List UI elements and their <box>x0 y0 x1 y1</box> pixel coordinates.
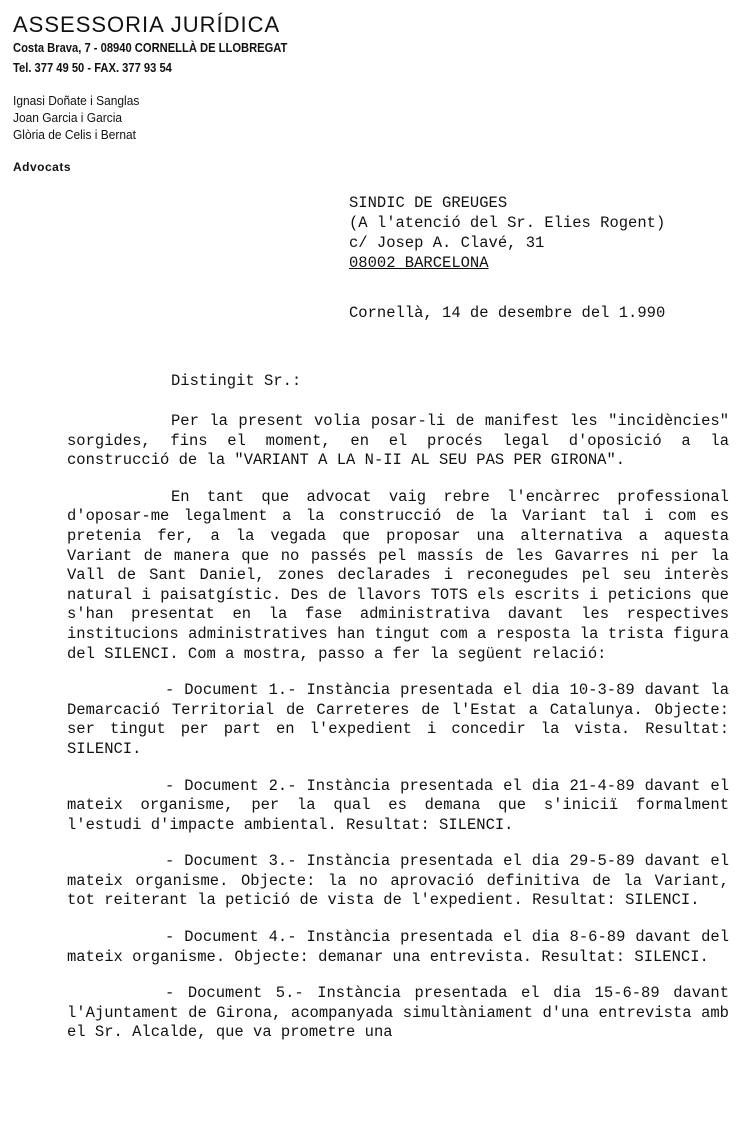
letterhead <box>13 12 332 143</box>
recipient-city: 08002 BARCELONA <box>349 254 489 272</box>
document-entry: - Document 5.- Instància presentada el dia 15-6-89 davant l'Ajuntament de Girona, acompanyada simultàniament d'una entrevista amb el Sr. Alcalde, que va prometre una <box>67 984 729 1042</box>
document-entry: - Document 2.- Instància presentada el dia 21-4-89 davant el mateix organisme, per la qual es demana que s'iniciï formalment l'estudi d'impacte ambiental. Resultat: SILENCI. <box>67 776 729 834</box>
lawyer-name: Ignasi Doñate i Sanglas <box>13 93 140 108</box>
firm-role: Advocats <box>13 160 72 174</box>
lawyer-list <box>13 92 332 143</box>
recipient-address <box>349 193 665 273</box>
firm-address: Costa Brava, 7 - 08940 CORNELLÀ DE LLOBREGAT <box>13 40 288 55</box>
firm-name: ASSESSORIA JURÍDICA <box>13 12 281 37</box>
recipient-line: SINDIC DE GREUGES <box>349 194 508 212</box>
recipient-line: c/ Josep A. Clavé, 31 <box>349 234 545 252</box>
salutation: Distingit Sr.: <box>171 372 302 390</box>
letter-body <box>67 412 729 1060</box>
lawyer-name: Joan Garcia i Garcia <box>13 110 123 125</box>
body-paragraph: En tant que advocat vaig rebre l'encàrrec professional d'oposar-me legalment a la construcció de la Variant tal i com es pretenia fer, a la vegada que proposar una alternativa a aquesta Variant de manera que no passés pel massís de les Gavarres ni per la Vall de Sant Daniel, zones declarades i reconegudes pel seu interès natural i paisatgístic. Des de llavors TOTS els escrits i peticions que s'han presentat en la fase administrativa davant les respectives institucions administratives han tingut com a resposta la trista figura del SILENCI. Com a mostra, passo a fer la següent relació: <box>67 487 729 663</box>
document-entry: - Document 3.- Instància presentada el dia 29-5-89 davant el mateix organisme. Objecte: la no aprovació definitiva de la Variant, tot reiterant la petició de vista de l'expedient. Resultat: SILENCI. <box>67 852 729 910</box>
lawyer-name: Glòria de Celis i Bernat <box>13 127 136 142</box>
document-entry: - Document 1.- Instància presentada el dia 10-3-89 davant la Demarcació Territorial de Carreteres de l'Estat a Catalunya. Objecte: ser tingut per part en l'expedient i concedir la vista. Resultat: SILENCI. <box>67 681 729 758</box>
recipient-line: (A l'atenció del Sr. Elies Rogent) <box>349 214 666 232</box>
letter-date: Cornellà, 14 de desembre del 1.990 <box>349 304 666 322</box>
document-entry: - Document 4.- Instància presentada el dia 8-6-89 davant del mateix organisme. Objecte: demanar una entrevista. Resultat: SILENCI. <box>67 928 729 966</box>
firm-phone: Tel. 377 49 50 - FAX. 377 93 54 <box>13 60 172 75</box>
body-paragraph: Per la present volia posar-li de manifest les "incidències" sorgides, fins el moment, en el procés legal d'oposició a la construcció de la "VARIANT A LA N-II AL SEU PAS PER GIRONA". <box>67 412 729 470</box>
